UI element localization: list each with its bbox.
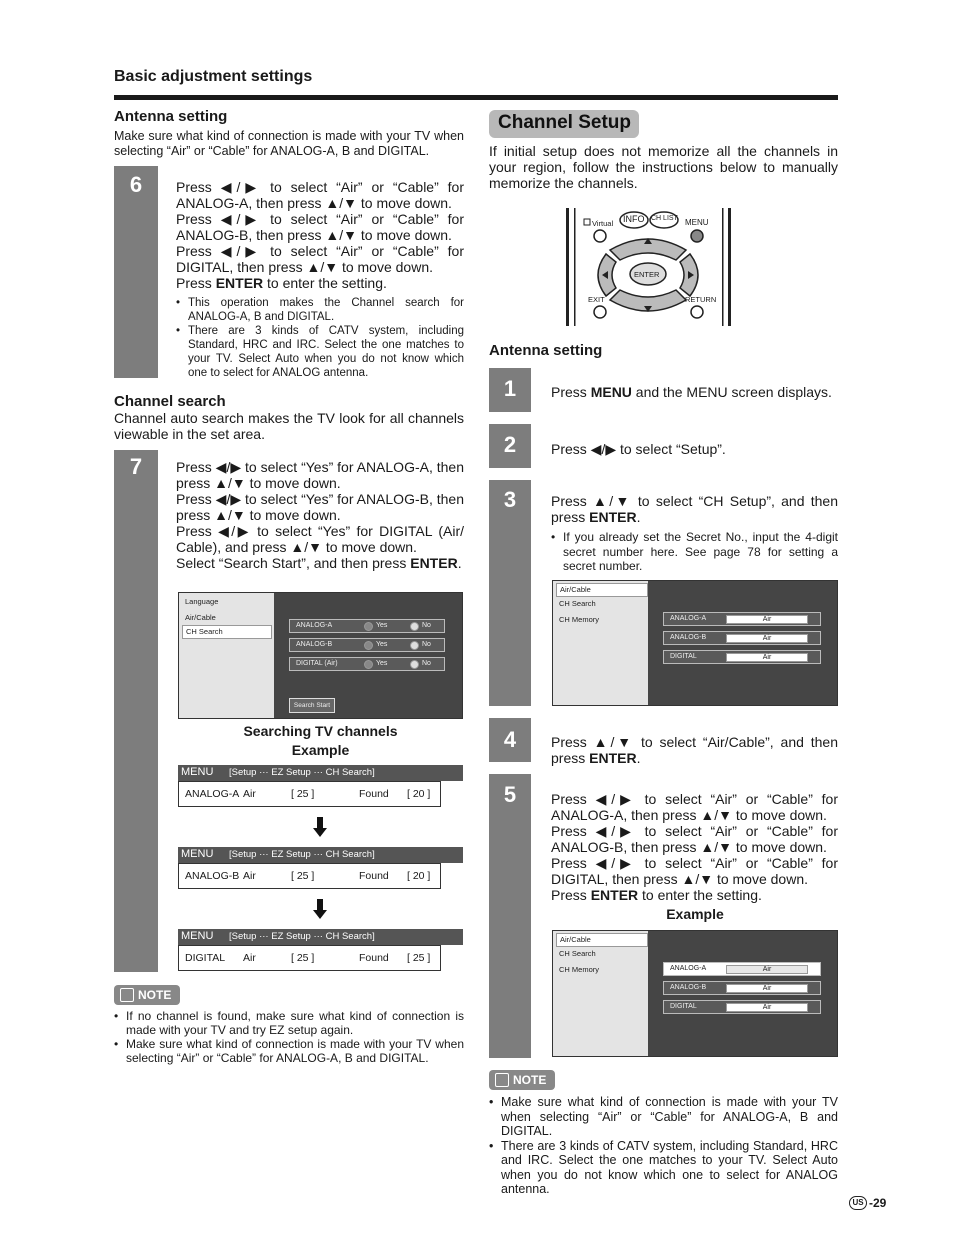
step-7-number: 7: [129, 454, 143, 479]
menu-item-air-cable[interactable]: Air/Cable: [556, 933, 648, 947]
menu-item-ch-search[interactable]: CH Search: [559, 949, 596, 958]
note-right-bullet-1: • Make sure what kind of connection is made with your TV when selecting “Air” or “Cable” for ANALOG-A, B and DIGITAL.: [489, 1095, 838, 1139]
pencil-icon: [120, 988, 134, 1002]
caption-line-2: Example: [291, 742, 350, 758]
step-2-number: 2: [503, 432, 517, 457]
step-7-bar: [114, 450, 158, 972]
row-analog-b[interactable]: ANALOG-B Air: [663, 631, 821, 645]
note-badge-left: NOTE: [114, 985, 180, 1005]
menu-item-ch-memory[interactable]: CH Memory: [559, 615, 600, 624]
channel-search-intro: Channel auto search makes the TV look for all channels viewable in the set area.: [114, 410, 464, 442]
step-7-line-3: Press ◀/▶ to select “Yes” for DIGITAL (Air/ Cable), and press ▲/▼ to move down.: [176, 523, 464, 555]
screen-menu-panel: [553, 931, 648, 1056]
step-6-line-4: Press ENTER to enter the setting.: [176, 275, 387, 291]
row-analog-a-selected[interactable]: ANALOG-A Air: [663, 962, 821, 976]
air-cable-screen-1: [552, 580, 838, 706]
channel-search-title: Channel search: [114, 393, 226, 410]
result-menubar-3: MENU [Setup ··· EZ Setup ··· CH Search]: [178, 929, 463, 945]
step-5-example: Example: [666, 906, 724, 922]
step-5-bar: [489, 774, 531, 1058]
section-header: Basic adjustment settings: [114, 68, 313, 85]
step-5-line-4: Press ENTER to enter the setting.: [551, 887, 762, 903]
page-number: -29: [869, 1196, 887, 1210]
step-5-line-1: Press ◀/▶ to select “Air” or “Cable” for ANALOG-A, then press ▲/▼ to move down.: [551, 791, 838, 823]
step-6-bullet-2: • There are 3 kinds of CATV system, including Standard, HRC and IRC. Select the one matches to your TV. Select Auto when you do not know which one to select for ANALOG antenna.: [176, 324, 464, 380]
antenna-setting-title: Antenna setting: [114, 108, 228, 125]
menu-item-air-cable[interactable]: Air/Cable: [185, 613, 216, 622]
menu-item-ch-memory[interactable]: CH Memory: [559, 965, 600, 974]
remote-enter-button[interactable]: ENTER: [634, 270, 660, 279]
step-3-text: Press ▲/▼ to select “CH Setup”, and then press ENTER.: [551, 493, 838, 525]
step-1-number: 1: [503, 376, 517, 401]
air-cable-select[interactable]: Air: [726, 1003, 808, 1012]
region-badge: US: [849, 1196, 867, 1210]
result-menubar-1: MENU [Setup ··· EZ Setup ··· CH Search]: [178, 765, 463, 781]
step-6-line-2: Press ◀/▶ to select “Air” or “Cable” for ANALOG-B, then press ▲/▼ to move down.: [176, 211, 464, 243]
radio-no-icon[interactable]: [410, 622, 419, 631]
step-6-bullet-1: • This operation makes the Channel search for ANALOG-A, B and DIGITAL.: [176, 296, 464, 324]
air-cable-select[interactable]: Air: [726, 984, 808, 993]
radio-yes-icon[interactable]: [364, 641, 373, 650]
air-cable-screen-2: [552, 930, 838, 1057]
step-3-bar: [489, 480, 531, 706]
step-5-line-3: Press ◀/▶ to select “Air” or “Cable” for DIGITAL, then press ▲/▼ to move down.: [551, 855, 838, 887]
menu-item-ch-search[interactable]: CH Search: [559, 599, 596, 608]
search-start-button[interactable]: Search Start: [289, 698, 335, 713]
search-caption: [178, 722, 463, 760]
screen-menu-panel: [179, 593, 274, 718]
antenna-setting-intro: Make sure what kind of connection is made with your TV when selecting “Air” or “Cable” for ANALOG-A, B and DIGITAL.: [114, 129, 464, 158]
step-3-bullet: • If you already set the Secret No., input the 4-digit secret number here. See page 78 for setting a secret number.: [551, 530, 838, 574]
radio-yes-icon[interactable]: [364, 660, 373, 669]
arrow-down-icon: [313, 817, 327, 837]
radio-no-icon[interactable]: [410, 641, 419, 650]
remote-exit-label[interactable]: EXIT: [588, 295, 605, 304]
step-6-number: 6: [129, 172, 143, 197]
menu-item-language[interactable]: Language: [185, 597, 219, 606]
radio-no-icon[interactable]: [410, 660, 419, 669]
remote-virtual-label: Virtual: [592, 219, 614, 228]
screen-menu-panel: [553, 581, 648, 705]
step-7-line-1: Press ◀/▶ to select “Yes” for ANALOG-A, then press ▲/▼ to move down.: [176, 459, 464, 491]
step-7-text: [176, 459, 464, 571]
note-right-bullet-2: • There are 3 kinds of CATV system, including Standard, HRC and IRC. Select the one matches to your TV. Select Auto when you do not know which one to select for ANALOG antenna.: [489, 1139, 838, 1197]
arrow-down-icon: [313, 899, 327, 919]
step-1-text: Press MENU and the MENU screen displays.: [551, 384, 832, 400]
step-4-number: 4: [503, 727, 517, 752]
row-digital-air[interactable]: DIGITAL (Air) Yes No: [289, 657, 445, 671]
menu-item-ch-search[interactable]: CH Search: [182, 625, 272, 639]
remote-info-button[interactable]: INFO: [623, 214, 645, 224]
result-box-2: ANALOG-B Air [ 25 ] Found [ 20 ]: [178, 863, 441, 889]
header-rule: [114, 95, 838, 100]
note-right-bullets: [489, 1095, 838, 1197]
row-analog-a[interactable]: ANALOG-A Yes No: [289, 619, 445, 633]
air-cable-select[interactable]: Air: [726, 653, 808, 662]
note-badge-right: NOTE: [489, 1070, 555, 1090]
result-menubar-2: MENU [Setup ··· EZ Setup ··· CH Search]: [178, 847, 463, 863]
radio-yes-icon[interactable]: [364, 622, 373, 631]
remote-chlist-button[interactable]: CH LIST: [651, 215, 678, 222]
step-5-text: [551, 791, 838, 903]
row-analog-b[interactable]: ANALOG-B Yes No: [289, 638, 445, 652]
ch-search-screen: [178, 592, 463, 719]
remote-return-label[interactable]: RETURN: [685, 295, 717, 304]
row-analog-b[interactable]: ANALOG-B Air: [663, 981, 821, 995]
remote-illustration: [566, 208, 732, 326]
row-digital[interactable]: DIGITAL Air: [663, 1000, 821, 1014]
result-box-1: ANALOG-A Air [ 25 ] Found [ 20 ]: [178, 781, 441, 807]
air-cable-select[interactable]: Air: [726, 615, 808, 624]
step-3-number: 3: [503, 487, 517, 512]
step-5-line-2: Press ◀/▶ to select “Air” or “Cable” for ANALOG-B, then press ▲/▼ to move down.: [551, 823, 838, 855]
step-4-text: Press ▲/▼ to select “Air/Cable”, and then press ENTER.: [551, 734, 838, 766]
row-analog-a[interactable]: ANALOG-A Air: [663, 612, 821, 626]
note-left-bullet-2: • Make sure what kind of connection is made with your TV when selecting “Air” or “Cable” for ANALOG-A, B and DIGITAL.: [114, 1037, 464, 1065]
step-6-bullets: [176, 296, 464, 380]
note-left-bullet-1: • If no channel is found, make sure what kind of connection is made with your TV and try EZ setup again.: [114, 1009, 464, 1037]
step-7-line-2: Press ◀/▶ to select “Yes” for ANALOG-B, then press ▲/▼ to move down.: [176, 491, 464, 523]
menu-item-air-cable[interactable]: Air/Cable: [556, 583, 648, 597]
step-7-line-4: Select “Search Start”, and then press ENTER.: [176, 555, 462, 571]
remote-menu-label[interactable]: MENU: [685, 218, 709, 227]
step-6-line-3: Press ◀/▶ to select “Air” or “Cable” for DIGITAL, then press ▲/▼ to move down.: [176, 243, 464, 275]
note-left-bullets: [114, 1009, 464, 1065]
air-cable-select[interactable]: Air: [726, 965, 808, 974]
caption-line-1: Searching TV channels: [243, 723, 398, 739]
channel-setup-title: Channel Setup: [498, 112, 632, 133]
step-2-text: Press ◀/▶ to select “Setup”.: [551, 441, 726, 457]
step-6-line-1: Press ◀/▶ to select “Air” or “Cable” for ANALOG-A, then press ▲/▼ to move down.: [176, 179, 464, 211]
step-5-number: 5: [503, 782, 517, 807]
right-antenna-setting-title: Antenna setting: [489, 342, 603, 359]
step-6-text: [176, 179, 464, 291]
channel-setup-intro: If initial setup does not memorize all the channels in your region, follow the instructions below to manually memorize the channels.: [489, 143, 838, 191]
air-cable-select[interactable]: Air: [726, 634, 808, 643]
step-3-bullets: [551, 530, 838, 574]
result-box-3: DIGITAL Air [ 25 ] Found [ 25 ]: [178, 945, 441, 971]
pencil-icon: [495, 1073, 509, 1087]
row-digital[interactable]: DIGITAL Air: [663, 650, 821, 664]
